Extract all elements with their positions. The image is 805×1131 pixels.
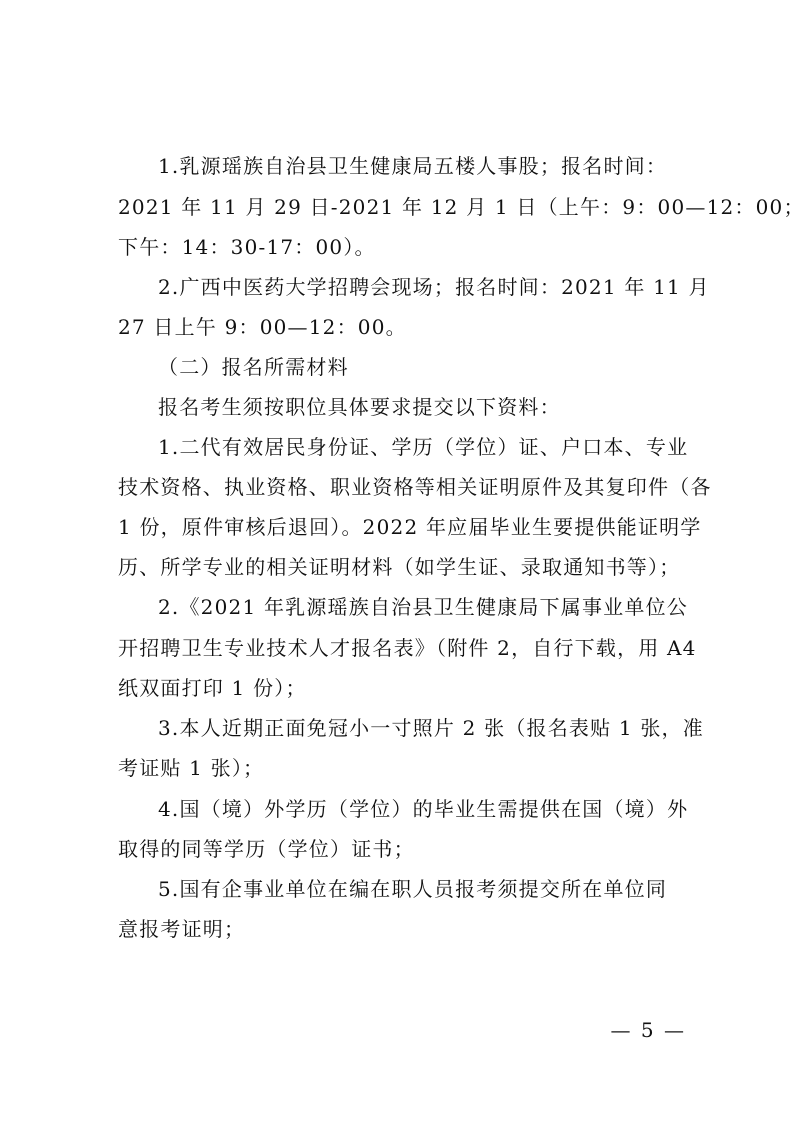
paragraph-line-12: 2.《2021 年乳源瑶族自治县卫生健康局下属事业单位公 (158, 595, 688, 619)
paragraph-line-16: 考证贴 1 张）； (118, 756, 265, 780)
paragraph-line-5: 27 日上午 9：00—12：00。 (118, 315, 407, 339)
paragraph-line-3: 下午：14：30-17：00）。 (118, 235, 376, 259)
paragraph-line-14: 纸双面打印 1 份）； (118, 676, 307, 700)
section-heading: （二）报名所需材料 (158, 355, 349, 379)
paragraph-line-17: 4.国（境）外学历（学位）的毕业生需提供在国（境）外 (158, 797, 689, 821)
paragraph-line-11: 历、所学专业的相关证明材料（如学生证、录取通知书等）； (118, 555, 681, 579)
paragraph-line-10: 1 份，原件审核后退回）。2022 年应届毕业生要提供能证明学 (118, 515, 702, 539)
paragraph-line-20: 意报考证明； (118, 917, 246, 941)
paragraph-line-9: 技术资格、执业资格、职业资格等相关证明原件及其复印件（各 (118, 475, 712, 499)
paragraph-line-8: 1.二代有效居民身份证、学历（学位）证、户口本、专业 (158, 435, 689, 459)
paragraph-line-7: 报名考生须按职位具体要求提交以下资料： (158, 395, 561, 419)
paragraph-line-1: 1.乳源瑶族自治县卫生健康局五楼人事股；报名时间： (158, 154, 668, 178)
paragraph-line-18: 取得的同等学历（学位）证书； (118, 837, 415, 861)
paragraph-line-15: 3.本人近期正面免冠小一寸照片 2 张（报名表贴 1 张，准 (158, 716, 704, 740)
paragraph-line-2: 2021 年 11 月 29 日-2021 年 12 月 1 日（上午：9：00—12：00； (118, 195, 805, 219)
paragraph-line-19: 5.国有企事业单位在编在职人员报考须提交所在单位同 (158, 877, 668, 901)
paragraph-line-4: 2.广西中医药大学招聘会现场；报名时间：2021 年 11 月 (158, 275, 710, 299)
page-number: — 5 — (610, 1018, 686, 1042)
paragraph-line-13: 开招聘卫生专业技术人才报名表》（附件 2，自行下载，用 A4 (118, 636, 697, 660)
